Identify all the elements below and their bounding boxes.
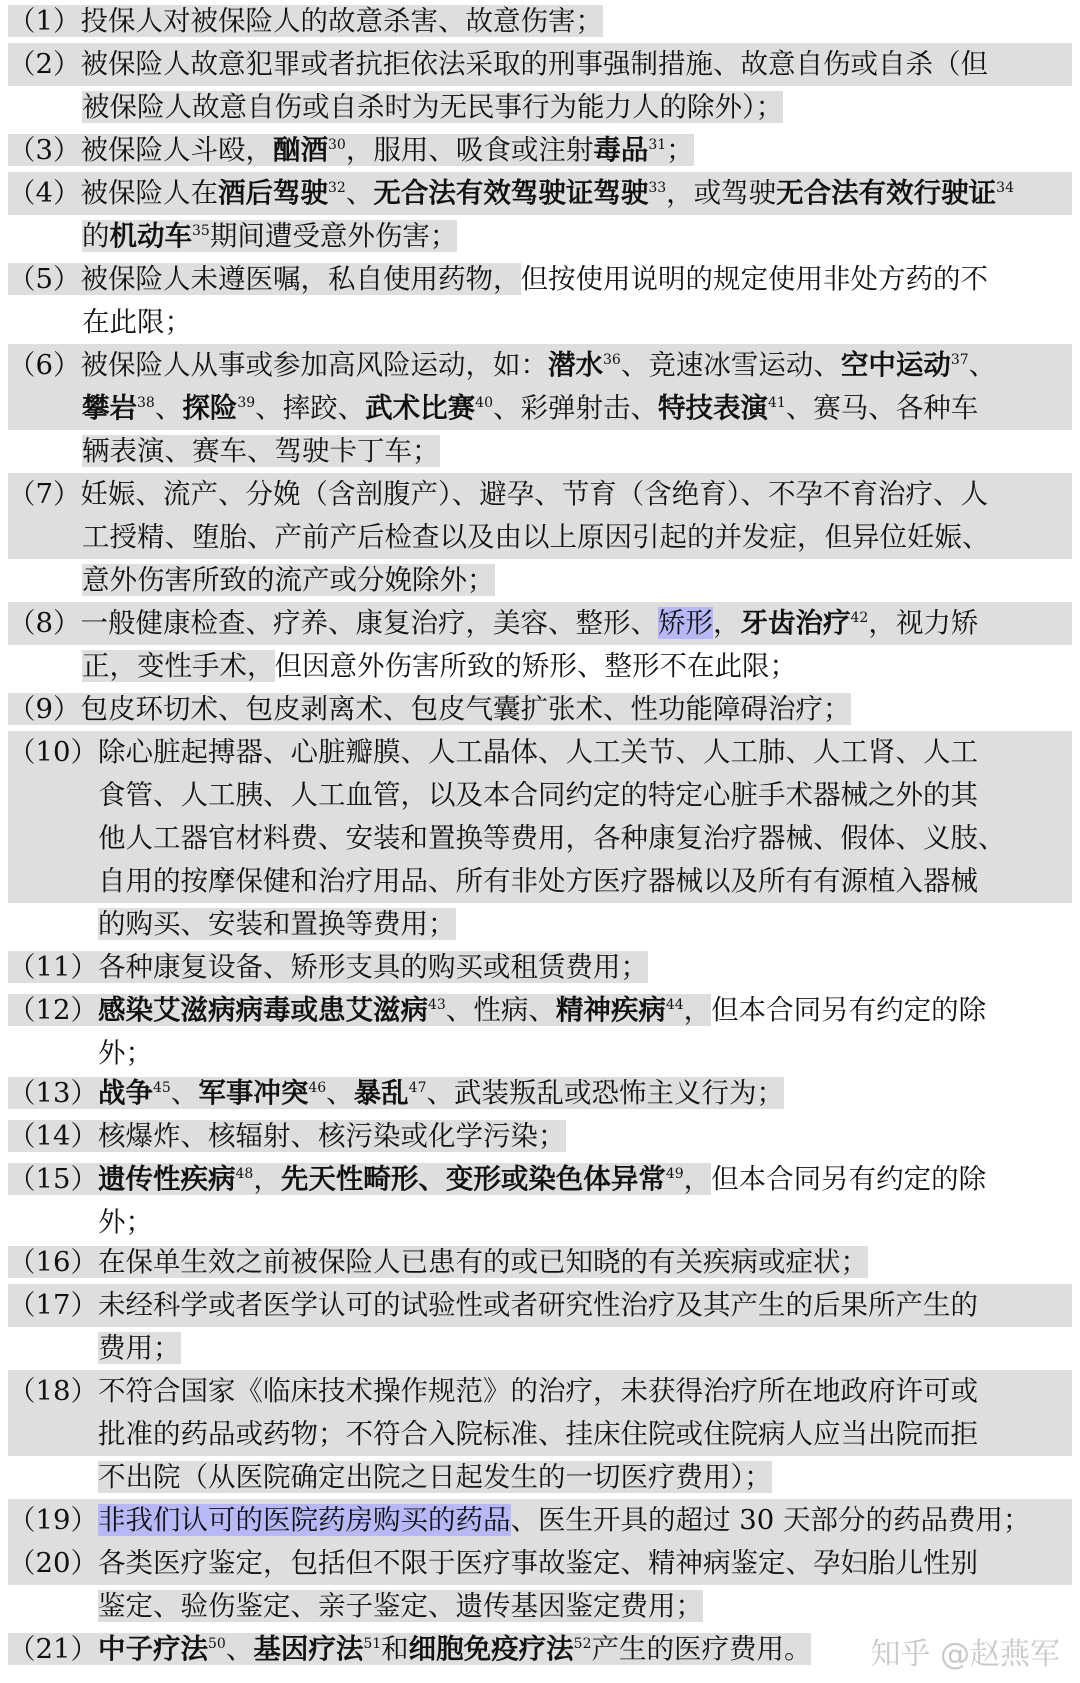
footnote-ref: 50 xyxy=(208,1636,226,1652)
term-drunk-driving: 酒后驾驶 xyxy=(218,177,328,209)
item-text: 辆表演、赛车、驾驶卡丁车； xyxy=(82,435,440,467)
term-drunkenness: 酗酒 xyxy=(273,134,328,166)
exclusion-item-5 xyxy=(8,258,1072,344)
item-number: （19） xyxy=(8,1504,98,1536)
footnote-ref: 39 xyxy=(237,395,256,411)
footnote-ref: 36 xyxy=(603,352,621,368)
item-number: （8） xyxy=(8,607,81,639)
exclusion-item-1 xyxy=(8,0,1072,43)
item-text: 的 xyxy=(82,220,110,252)
item-text: 正，变性手术， xyxy=(82,650,275,682)
item-number: （21） xyxy=(8,1633,98,1665)
item-text: 、 xyxy=(154,392,183,424)
item-text: 自用的按摩保健和治疗用品、所有非处方医疗器械以及所有有源植入器械 xyxy=(98,865,978,897)
item-text: 、 xyxy=(170,1077,199,1109)
item-text: 食管、人工胰、人工血管，以及本合同约定的特定心脏手术器械之外的其 xyxy=(98,779,978,811)
item-number: （12） xyxy=(8,994,98,1026)
term-exploration: 探险 xyxy=(182,392,238,424)
item-text: 各类医疗鉴定，包括但不限于医疗事故鉴定、精神病鉴定、孕妇胎儿性别 xyxy=(98,1547,978,1579)
item-number: （20） xyxy=(8,1547,98,1579)
footnote-ref: 35 xyxy=(192,223,210,239)
item-number: （14） xyxy=(8,1120,98,1152)
footnote-ref: 37 xyxy=(950,352,969,368)
item-number: （16） xyxy=(8,1246,98,1278)
item-text: 、医生开具的超过 30 天部分的药品费用； xyxy=(510,1504,1031,1536)
item-text: 和 xyxy=(381,1633,409,1665)
item-text: 但本合同另有约定的除 xyxy=(711,1163,987,1195)
item-text: 不符合国家《临床技术操作规范》的治疗，未获得治疗所在地政府许可或 xyxy=(98,1375,978,1407)
footnote-ref: 41 xyxy=(767,395,786,411)
footnote-ref: 48 xyxy=(235,1166,254,1182)
footnote-ref: 34 xyxy=(996,180,1014,196)
footnote-ref: 47 xyxy=(408,1080,427,1096)
item-text: 不出院（从医院确定出院之日起发生的一切医疗费用）； xyxy=(98,1461,772,1493)
exclusion-item-12 xyxy=(8,989,1072,1072)
item-number: （6） xyxy=(8,349,81,381)
item-text: ，视力矫 xyxy=(868,607,979,639)
item-text: 但因意外伤害所致的矫形、整形不在此限； xyxy=(274,650,797,682)
item-text: 、摔跤、 xyxy=(255,392,366,424)
item-text: 外； xyxy=(98,1206,153,1238)
exclusion-list xyxy=(8,0,1072,1671)
item-text: ，服用、吸食或注射 xyxy=(345,134,594,166)
item-text: 投保人对被保险人的故意杀害、故意伤害； xyxy=(80,5,603,37)
term-mental-illness: 精神疾病 xyxy=(555,994,666,1026)
item-text: 在此限； xyxy=(82,306,192,338)
exclusion-item-19 xyxy=(8,1499,1072,1542)
term-stunts: 特技表演 xyxy=(657,392,768,424)
exclusion-item-18 xyxy=(8,1370,1072,1499)
item-text: ， xyxy=(713,607,741,639)
item-number: （11） xyxy=(8,951,98,983)
item-text: 但本合同另有约定的除 xyxy=(711,994,987,1026)
item-text: 被保险人故意自伤或自杀时为无民事行为能力人的除外）； xyxy=(82,91,784,123)
term-gene-therapy: 基因疗法 xyxy=(253,1633,364,1665)
item-text: 各种康复设备、矫形支具的购买或租赁费用； xyxy=(98,951,648,983)
term-aids: 感染艾滋病病毒或患艾滋病 xyxy=(98,994,428,1026)
footnote-ref: 32 xyxy=(328,180,346,196)
item-number: （3） xyxy=(8,134,81,166)
item-number: （10） xyxy=(8,736,98,768)
footnote-ref: 45 xyxy=(153,1080,171,1096)
footnote-ref: 38 xyxy=(137,395,155,411)
item-number: （17） xyxy=(8,1289,98,1321)
footnote-ref: 40 xyxy=(475,395,493,411)
item-text: 工授精、堕胎、产前产后检查以及由以上原因引起的并发症，但异位妊娠、 xyxy=(82,521,990,553)
exclusion-item-3 xyxy=(8,129,1072,172)
footnote-ref: 44 xyxy=(665,997,684,1013)
item-number: （7） xyxy=(8,478,81,510)
footnote-ref: 31 xyxy=(648,137,667,153)
item-text: 在保单生效之前被保险人已患有的或已知晓的有关疾病或症状； xyxy=(98,1246,868,1278)
exclusion-item-17 xyxy=(8,1284,1072,1370)
item-text: 、性病、 xyxy=(445,994,556,1026)
term-riot: 暴乱 xyxy=(353,1077,409,1109)
highlighted-term: 矫形 xyxy=(658,607,713,639)
item-text: 批准的药品或药物；不符合入院标准、挂床住院或住院病人应当出院而拒 xyxy=(98,1418,978,1450)
exclusion-item-15 xyxy=(8,1158,1072,1241)
exclusion-item-7 xyxy=(8,473,1072,602)
exclusion-item-8 xyxy=(8,602,1072,688)
item-text: 产生的医疗费用。 xyxy=(591,1633,812,1665)
term-congenital: 先天性畸形、变形或染色体异常 xyxy=(280,1163,666,1195)
term-war: 战争 xyxy=(98,1077,153,1109)
exclusion-item-6 xyxy=(8,344,1072,473)
item-text: ， xyxy=(683,994,712,1026)
exclusion-item-14 xyxy=(8,1115,1072,1158)
item-text: 被保险人在 xyxy=(80,177,218,209)
footnote-ref: 51 xyxy=(363,1636,382,1652)
footnote-ref: 49 xyxy=(665,1166,684,1182)
item-text: 、彩弹射击、 xyxy=(492,392,658,424)
exclusion-item-9 xyxy=(8,688,1072,731)
term-no-registration: 无合法有效行驶证 xyxy=(776,177,997,209)
item-text: ； xyxy=(666,134,694,166)
item-text: ， xyxy=(683,1163,712,1195)
watermark: 知乎 @赵燕军 xyxy=(870,1637,1060,1672)
term-climbing: 攀岩 xyxy=(82,392,137,424)
term-military-conflict: 军事冲突 xyxy=(198,1077,309,1109)
term-diving: 潜水 xyxy=(548,349,603,381)
item-number: （5） xyxy=(8,263,81,295)
item-number: （9） xyxy=(8,693,81,725)
item-text: 、竞速冰雪运动、 xyxy=(620,349,841,381)
item-number: （4） xyxy=(8,177,81,209)
exclusion-item-13 xyxy=(8,1072,1072,1115)
term-no-license: 无合法有效驾驶证驾驶 xyxy=(373,177,649,209)
item-text: 、 xyxy=(225,1633,254,1665)
item-number: （15） xyxy=(8,1163,98,1195)
item-text: 核爆炸、核辐射、核污染或化学污染； xyxy=(98,1120,566,1152)
item-number: （13） xyxy=(8,1077,98,1109)
term-hereditary: 遗传性疾病 xyxy=(98,1163,236,1195)
exclusion-item-16 xyxy=(8,1241,1072,1284)
item-text: 鉴定、验伤鉴定、亲子鉴定、遗传基因鉴定费用； xyxy=(98,1590,703,1622)
item-text: 被保险人故意犯罪或者抗拒依法采取的刑事强制措施、故意自伤或自杀（但 xyxy=(80,48,988,80)
item-text: 未经科学或者医学认可的试验性或者研究性治疗及其产生的后果所产生的 xyxy=(98,1289,978,1321)
footnote-ref: 46 xyxy=(308,1080,327,1096)
item-text: 包皮环切术、包皮剥离术、包皮气囊扩张术、性功能障碍治疗； xyxy=(80,693,851,725)
term-motor-vehicle: 机动车 xyxy=(109,220,192,252)
item-number: （18） xyxy=(8,1375,98,1407)
item-text: 妊娠、流产、分娩（含剖腹产）、避孕、节育（含绝育）、不孕不育治疗、人 xyxy=(80,478,988,510)
item-text: 的购买、安装和置换等费用； xyxy=(98,908,456,940)
term-dental: 牙齿治疗 xyxy=(740,607,851,639)
item-text: ， xyxy=(253,1163,281,1195)
item-text: 、赛马、各种车 xyxy=(785,392,979,424)
exclusion-item-20 xyxy=(8,1542,1072,1628)
item-text: 一般健康检查、疗养、康复治疗，美容、整形、 xyxy=(80,607,658,639)
item-text: 意外伤害所致的流产或分娩除外； xyxy=(82,564,495,596)
footnote-ref: 43 xyxy=(428,997,446,1013)
footnote-ref: 52 xyxy=(573,1636,592,1652)
item-text: 他人工器官材料费、安装和置换等费用，各种康复治疗器械、假体、义肢、 xyxy=(98,822,1006,854)
term-cell-immunotherapy: 细胞免疫疗法 xyxy=(408,1633,574,1665)
footnote-ref: 42 xyxy=(850,610,869,626)
item-number: （2） xyxy=(8,48,81,80)
term-air-sports: 空中运动 xyxy=(840,349,951,381)
item-number: （1） xyxy=(8,5,81,37)
item-text: 但按使用说明的规定使用非处方药的不 xyxy=(520,263,988,295)
item-text: 、 xyxy=(326,1077,354,1109)
item-text: 被保险人斗殴， xyxy=(80,134,273,166)
item-text: 被保险人未遵医嘱，私自使用药物， xyxy=(80,263,521,295)
item-text: ，或驾驶 xyxy=(666,177,777,209)
exclusion-item-4 xyxy=(8,172,1072,258)
exclusion-item-10 xyxy=(8,731,1072,946)
footnote-ref: 33 xyxy=(648,180,667,196)
footnote-ref: 30 xyxy=(328,137,346,153)
item-text: 外； xyxy=(98,1037,153,1069)
exclusion-item-11 xyxy=(8,946,1072,989)
item-text: 、 xyxy=(345,177,374,209)
highlighted-term: 非我们认可的医院药房购买的药品 xyxy=(98,1504,511,1536)
item-text: 除心脏起搏器、心脏瓣膜、人工晶体、人工关节、人工肺、人工肾、人工 xyxy=(98,736,978,768)
item-text: 被保险人从事或参加高风险运动，如： xyxy=(80,349,548,381)
item-text: 、 xyxy=(968,349,997,381)
item-text: 、武装叛乱或恐怖主义行为； xyxy=(426,1077,784,1109)
item-text: 期间遭受意外伤害； xyxy=(209,220,458,252)
item-text: 费用； xyxy=(98,1332,181,1364)
term-drugs: 毒品 xyxy=(593,134,649,166)
term-martial-arts: 武术比赛 xyxy=(365,392,476,424)
exclusion-item-2 xyxy=(8,43,1072,129)
term-neutron-therapy: 中子疗法 xyxy=(98,1633,208,1665)
